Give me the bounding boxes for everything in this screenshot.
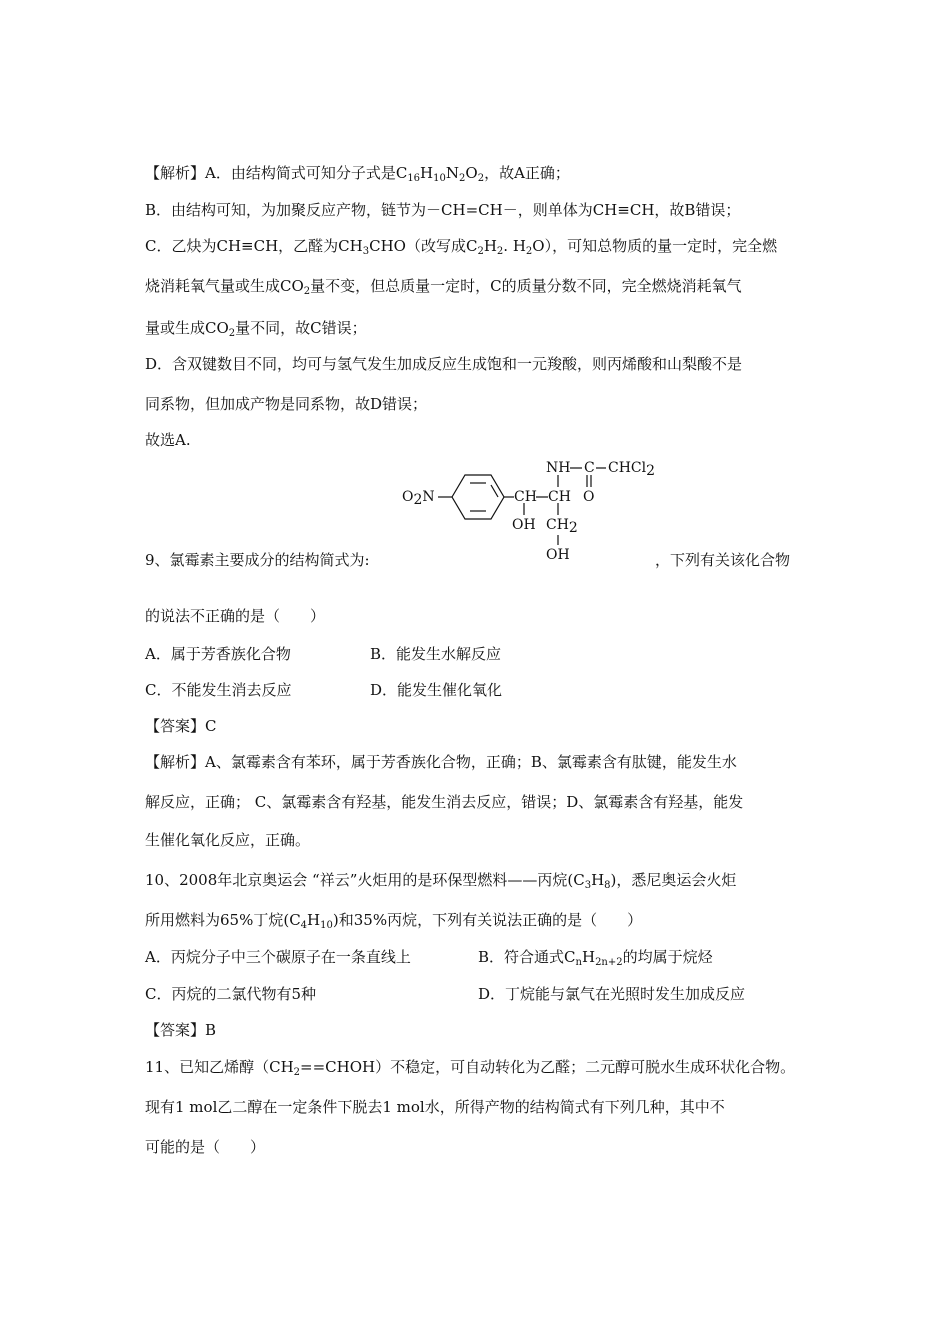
svg-text:O2N	[402, 489, 435, 508]
analysis-d-line-1: D．含双键数目不同，均可与氢气发生加成反应生成饱和一元羧酸，则丙烯酸和山梨酸不是	[145, 355, 743, 373]
q10-option-d: D．丁烷能与氯气在光照时发生加成反应	[478, 985, 746, 1003]
mol-ch2-sub: 2	[568, 520, 578, 536]
q10-option-c: C．丙烷的二氯代物有5种	[145, 985, 317, 1003]
analysis-choice: 故选A.	[145, 431, 191, 449]
q9-stem-right: ，下列有关该化合物	[655, 551, 791, 569]
mol-ch2: CH	[546, 517, 569, 533]
mol-ch-2: CH	[548, 489, 571, 505]
mol-nh: NH	[546, 460, 571, 476]
mol-o-carbonyl: O	[583, 489, 595, 505]
svg-text:CHCl2	[608, 460, 655, 479]
q10-stem-1: 10、2008年北京奥运会 “祥云”火炬用的是环保型燃料——丙烷$(C_3H_8)$，悉尼奥运会火炬	[145, 871, 737, 891]
mol-o: O	[402, 489, 414, 505]
q9-option-c: C．不能发生消去反应	[145, 681, 292, 699]
mol-o2-sub: 2	[413, 492, 423, 508]
q9-option-b: B．能发生水解反应	[370, 645, 502, 663]
q10-answer: 【答案】B	[145, 1021, 217, 1039]
q9-analysis-1: 【解析】A、氯霉素含有苯环，属于芳香族化合物，正确；B、氯霉素含有肽键，能发生水	[145, 753, 737, 771]
q9-option-d: D．能发生催化氧化	[370, 681, 503, 699]
q9-stem-2: 的说法不正确的是（ ）	[145, 607, 326, 625]
q9-analysis-3: 生催化氧化反应，正确。	[145, 831, 311, 849]
analysis-b-line: B．由结构可知，为加聚反应产物，链节为－CH=CH－，则单体为CH≡CH，故B错误；	[145, 201, 741, 219]
q10-option-b: B．符合通式$C_nH_{2n+2}$的均属于烷烃	[478, 948, 713, 968]
q9-option-a: A．属于芳香族化合物	[145, 645, 291, 663]
q11-stem-3: 可能的是（ ）	[145, 1138, 266, 1156]
mol-oh-1: OH	[512, 517, 536, 533]
mol-oh-2: OH	[546, 547, 570, 563]
analysis-c-line-1: C．乙炔为CH≡CH，乙醛为$CH_3CHO$（改写成$C_2H_2$. $H_2O$），可知总物质的量一定时，完全燃	[145, 237, 778, 257]
q11-stem-1: 11、已知乙烯醇$(CH_2==CHOH)$不稳定，可自动转化为乙醛；二元醇可脱水生成环状化合物。	[145, 1058, 796, 1078]
q9-analysis-2: 解反应，正确； C、氯霉素含有羟基，能发生消去反应，错误；D、氯霉素含有羟基，能发	[145, 793, 744, 811]
analysis-a-line: 【解析】A．由结构简式可知分子式是$C_{16}H_{10}N_2O_2$，故A正确；	[145, 164, 570, 184]
mol-chcl: CHCl	[608, 460, 647, 476]
svg-text:CH2	[546, 517, 578, 536]
mol-n: N	[422, 489, 435, 505]
analysis-d-line-2: 同系物，但加成产物是同系物，故D错误；	[145, 395, 428, 413]
mol-c: C	[584, 460, 595, 476]
analysis-c-line-2: 烧消耗氧气量或生成$CO_2$量不变，但总质量一定时，C的质量分数不同，完全燃烧消耗氧气	[145, 277, 742, 297]
analysis-c-line-3: 量或生成$CO_2$量不同，故C错误；	[145, 319, 367, 339]
mol-chcl-sub: 2	[646, 463, 656, 479]
mol-ch-1: CH	[514, 489, 537, 505]
q11-stem-2: 现有1 mol乙二醇在一定条件下脱去1 mol水，所得产物的结构简式有下列几种，其中不	[145, 1098, 725, 1116]
q10-option-a: A．丙烷分子中三个碳原子在一条直线上	[145, 948, 411, 966]
q10-stem-2: 所用燃料为65%丁烷$(C_4H_{10})$和35%丙烷，下列有关说法正确的是（ ）	[145, 911, 643, 931]
q9-stem: 9、氯霉素主要成分的结构简式为:	[145, 551, 370, 569]
q9-answer: 【答案】C	[145, 717, 217, 735]
chloramphenicol-structure	[400, 455, 670, 570]
